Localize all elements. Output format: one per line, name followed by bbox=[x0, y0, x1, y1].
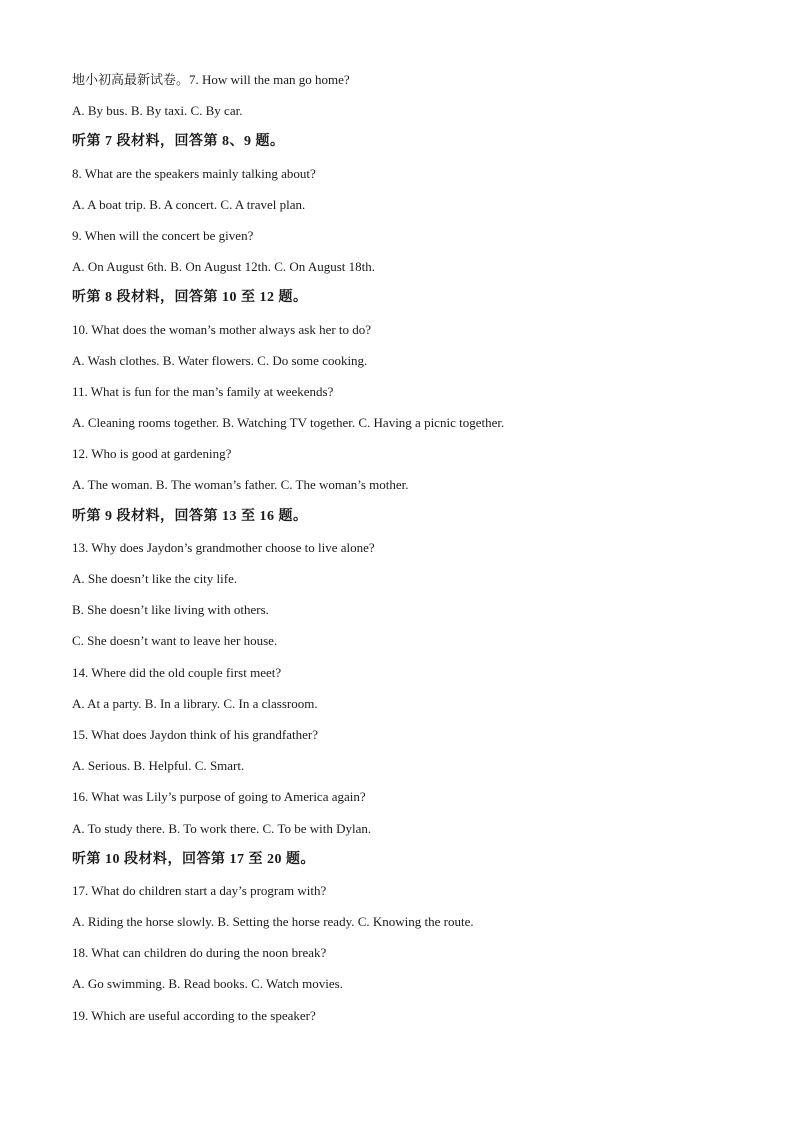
question-text: 12. Who is good at gardening? bbox=[72, 446, 232, 462]
section-heading: 听第 10 段材料，回答第 17 至 20 题。 bbox=[72, 851, 315, 867]
section-heading: 听第 8 段材料，回答第 10 至 12 题。 bbox=[72, 290, 308, 306]
answer-option: A. She doesn’t like the city life. bbox=[72, 571, 238, 586]
question-text: 17. What do children start a day’s program with? bbox=[72, 882, 327, 898]
question-text: 15. What does Jaydon think of his grandfather? bbox=[72, 726, 318, 742]
answer-options: A. To study there. B. To work there. C. To be with Dylan. bbox=[72, 820, 372, 836]
answer-option: C. She doesn’t want to leave her house. bbox=[72, 633, 278, 649]
section-heading: 听第 7 段材料，回答第 8、9 题。 bbox=[72, 134, 285, 150]
answer-options: A. Go swimming. B. Read books. C. Watch movies. bbox=[72, 976, 343, 992]
question-text: 18. What can children do during the noon break? bbox=[72, 945, 327, 961]
question-text: 14. Where did the old couple first meet? bbox=[72, 664, 282, 680]
question-text: 16. What was Lily’s purpose of going to America again? bbox=[72, 789, 366, 805]
section-heading: 听第 9 段材料，回答第 13 至 16 题。 bbox=[72, 508, 308, 524]
answer-options: A. On August 6th. B. On August 12th. C. On August 18th. bbox=[72, 259, 376, 275]
question-text: 13. Why does Jaydon’s grandmother choose to live alone? bbox=[72, 539, 375, 555]
question-text: 9. When will the concert be given? bbox=[72, 227, 254, 243]
question-text: 11. What is fun for the man’s family at weekends? bbox=[72, 383, 334, 399]
document-page bbox=[72, 64, 732, 1031]
question-text: 地小初高最新试卷。7. How will the man go home? bbox=[72, 72, 350, 87]
question-text: 10. What does the woman’s mother always ask her to do? bbox=[72, 321, 372, 337]
question-text: 19. Which are useful according to the speaker? bbox=[72, 1007, 316, 1023]
answer-options: A. The woman. B. The woman’s father. C. The woman’s mother. bbox=[72, 477, 409, 493]
question-text: 8. What are the speakers mainly talking about? bbox=[72, 165, 316, 181]
answer-options: A. Serious. B. Helpful. C. Smart. bbox=[72, 758, 245, 774]
answer-options: A. At a party. B. In a library. C. In a classroom. bbox=[72, 695, 318, 711]
answer-option: B. She doesn’t like living with others. bbox=[72, 602, 269, 618]
answer-options: A. A boat trip. B. A concert. C. A travel plan. bbox=[72, 196, 306, 212]
answer-options: A. Cleaning rooms together. B. Watching TV together. C. Having a picnic together. bbox=[72, 415, 505, 431]
answer-options: A. Riding the horse slowly. B. Setting the horse ready. C. Knowing the route. bbox=[72, 914, 474, 930]
answer-options: A. By bus. B. By taxi. C. By car. bbox=[72, 103, 243, 119]
answer-options: A. Wash clothes. B. Water flowers. C. Do some cooking. bbox=[72, 352, 368, 368]
